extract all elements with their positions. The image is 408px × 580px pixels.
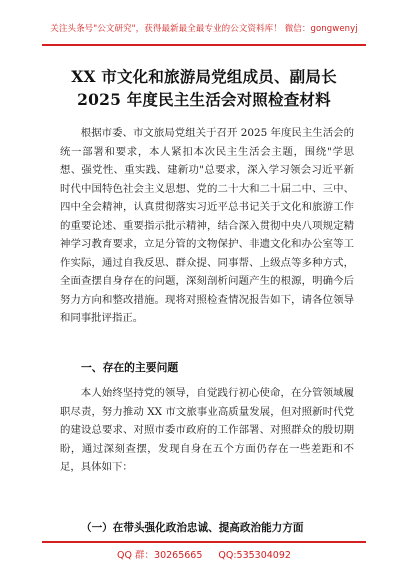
document-title-line-2: 2025 年度民主生活会对照检查材料 xyxy=(77,90,331,109)
footer-qq-group: QQ 群：30265665 xyxy=(117,550,203,561)
header-banner: 关注头条号"公文研究"，获得最新最全最专业的公文资料库！ 微信：gongwenyj xyxy=(50,24,358,34)
footer-qq-number: QQ:535304092 xyxy=(218,550,291,561)
section-heading-1: 一、存在的主要问题 xyxy=(81,361,179,374)
document-title-line-1: XX 市文化和旅游局党组成员、副局长 xyxy=(71,67,337,86)
section-1-paragraph: 本人始终坚持党的领导，自觉践行初心使命，在分管领域履职尽责，努力推动 XX 市文旅事业高质量发展，但对照新时代党的建设总要求、对照市委市政府的工作部署、对照群众的殷切期盼，通过深刻查摆，发现自身在五个方面仍存在一些差距和不足，具体如下： xyxy=(60,387,354,473)
footer-divider xyxy=(42,541,366,543)
footer-contacts xyxy=(0,547,408,561)
intro-paragraph: 根据市委、市文旅局党组关于召开 2025 年度民主生活会的统一部署和要求，本人紧扣本次民主生活会主题，围绕"学思想、强党性、重实践、建新功"总要求，深入学习领会习近平新时代中国特色社会主义思想、党的二十大和二十届二中、三中、四中全会精神，认真贯彻落实习近平总书记关于文化和旅游工作的重要论述、重要指示批示精神，结合深入贯彻中央八项规定精神学习教育要求，立足分管的文物保护、非遗文化和办公室等工作实际，通过自我反思、群众提、同事帮、上级点等多种方式，全面查摆自身存在的问题，深刻剖析问题产生的根源，明确今后努力方向和整改措施。现将对照检查情况报告如下，请各位领导和同事批评指正。 xyxy=(60,127,354,324)
header-divider xyxy=(42,44,366,46)
subsection-heading-1: （一）在带头强化政治忠诚、提高政治能力方面 xyxy=(81,522,304,534)
